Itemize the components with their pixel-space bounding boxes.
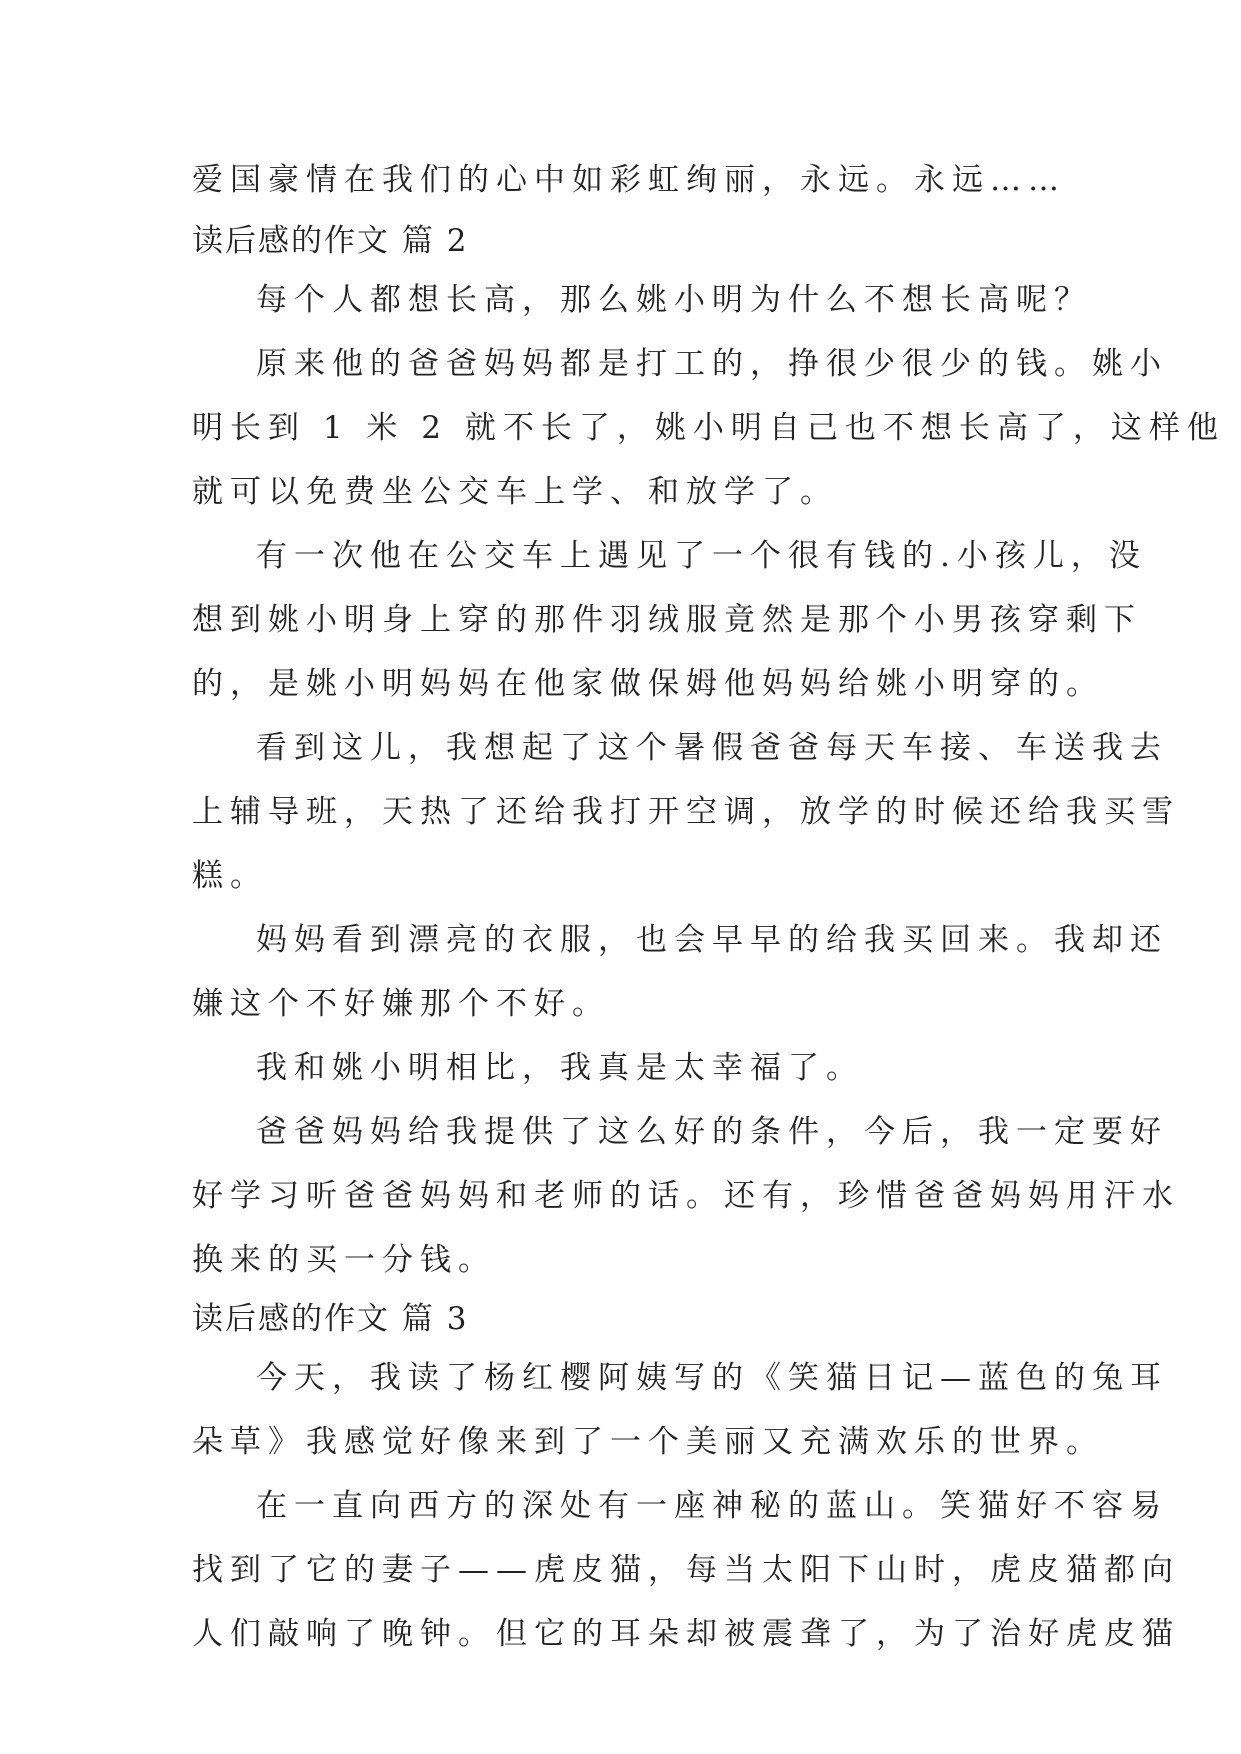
paragraph-line: 就可以免费坐公交车上学、和放学了。 bbox=[192, 474, 838, 510]
paragraph-line: 糕。 bbox=[192, 858, 268, 894]
paragraph-line: 想到姚小明身上穿的那件羽绒服竟然是那个小男孩穿剩下 bbox=[192, 602, 1142, 638]
paragraph bbox=[192, 716, 1180, 908]
paragraph bbox=[192, 1036, 1056, 1100]
opening-line: 爱国豪情在我们的心中如彩虹绚丽，永远。永远…… bbox=[192, 162, 1066, 198]
paragraph-line: 爸爸妈妈给我提供了这么好的条件，今后，我一定要好 bbox=[256, 1114, 1168, 1150]
document-page bbox=[192, 160, 1225, 1666]
paragraph-line: 好学习听爸爸妈妈和老师的话。还有，珍惜爸爸妈妈用汗水 bbox=[192, 1178, 1180, 1214]
paragraph-line: 今天，我读了杨红樱阿姨写的《笑猫日记—蓝色的兔耳 bbox=[256, 1360, 1168, 1396]
paragraph bbox=[192, 268, 1092, 332]
paragraph-line: 明长到 1 米 2 就不长了，姚小明自己也不想长高了，这样他 bbox=[192, 410, 1225, 446]
paragraph-line: 嫌这个不好嫌那个不好。 bbox=[192, 986, 610, 1022]
paragraph-line: 有一次他在公交车上遇见了一个很有钱的.小孩儿，没 bbox=[256, 538, 1147, 574]
paragraph-line: 妈妈看到漂亮的衣服，也会早早的给我买回来。我却还 bbox=[256, 922, 1168, 958]
paragraph-line: 我和姚小明相比，我真是太幸福了。 bbox=[256, 1050, 864, 1086]
paragraph bbox=[192, 1346, 1168, 1474]
paragraph bbox=[192, 1100, 1180, 1292]
paragraph-line: 原来他的爸爸妈妈都是打工的，挣很少很少的钱。姚小 bbox=[256, 346, 1168, 382]
paragraph-line: 朵草》我感觉好像来到了一个美丽又充满欢乐的世界。 bbox=[192, 1424, 1104, 1460]
paragraph bbox=[192, 908, 1168, 1036]
paragraph-line: 看到这儿，我想起了这个暑假爸爸每天车接、车送我去 bbox=[256, 730, 1168, 766]
paragraph-line: 找到了它的妻子——虎皮猫，每当太阳下山时，虎皮猫都向 bbox=[192, 1552, 1180, 1588]
paragraph-line: 每个人都想长高，那么姚小明为什么不想长高呢？ bbox=[256, 282, 1092, 318]
paragraph bbox=[192, 524, 1147, 716]
paragraph-line: 人们敲响了晚钟。但它的耳朵却被震聋了，为了治好虎皮猫 bbox=[192, 1616, 1180, 1652]
section-heading: 读后感的作文 篇 2 bbox=[192, 223, 469, 259]
paragraph-line: 在一直向西方的深处有一座神秘的蓝山。笑猫好不容易 bbox=[256, 1488, 1168, 1524]
paragraph-line: 上辅导班，天热了还给我打开空调，放学的时候还给我买雪 bbox=[192, 794, 1180, 830]
paragraph bbox=[192, 332, 1225, 524]
paragraph-line: 换来的买一分钱。 bbox=[192, 1242, 496, 1278]
paragraph-line: 的，是姚小明妈妈在他家做保姆他妈妈给姚小明穿的。 bbox=[192, 666, 1104, 702]
section-heading: 读后感的作文 篇 3 bbox=[192, 1301, 469, 1337]
paragraph bbox=[192, 1474, 1180, 1666]
